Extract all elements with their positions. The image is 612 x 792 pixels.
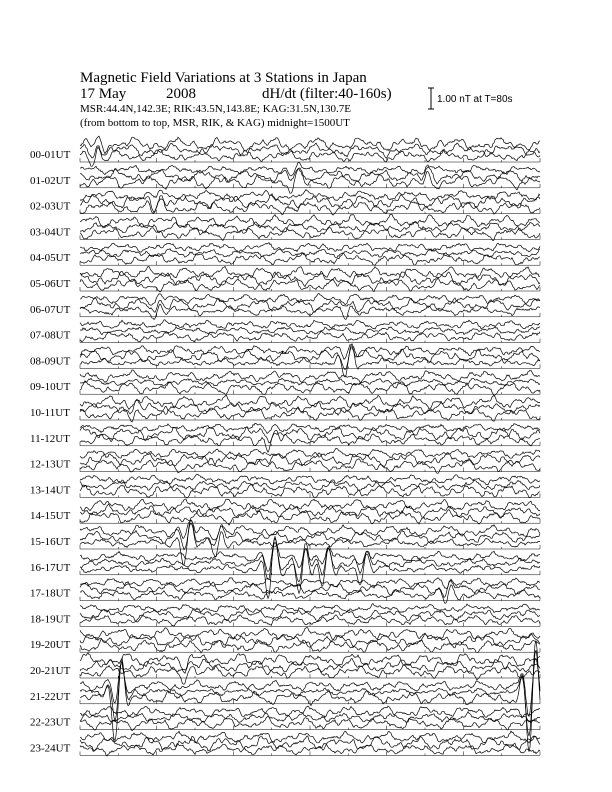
hour-label: 10-11UT [30,407,70,419]
hour-label: 01-02UT [30,174,71,187]
hour-label: 21-22UT [30,690,71,703]
trace-RIK [80,480,540,491]
time-axis [80,545,540,549]
time-axis [80,571,540,575]
trace-KAG [80,431,540,453]
hour-label: 04-05UT [30,252,71,265]
time-axis [80,261,540,265]
hour-row [30,499,540,525]
date-day: 17 May [80,86,127,102]
time-axis [80,158,540,162]
hour-label: 19-20UT [30,639,71,652]
hour-row [30,370,540,396]
hour-label: 08-09UT [30,355,71,368]
hour-label: 06-07UT [30,303,71,316]
trace-RIK [80,143,540,158]
trace-MSR [80,521,540,540]
trace-MSR [80,653,540,670]
trace-MSR [80,136,540,153]
station-order-note: (from bottom to top, MSR, RIK, & KAG) midnight=1500UT [80,117,350,129]
time-axis [80,364,540,368]
hour-row [30,653,540,684]
hour-row [30,395,540,422]
hour-label: 02-03UT [30,200,71,213]
hour-row [30,320,540,343]
hour-row [30,423,540,452]
trace-RIK [80,609,540,621]
trace-RIK [80,427,540,443]
scale-bar [428,88,434,109]
hour-row [30,578,540,604]
trace-MSR [80,604,540,613]
hour-row [30,190,540,216]
hour-row [30,162,540,193]
trace-MSR [80,243,540,253]
hour-row [30,731,540,756]
hour-label: 16-17UT [30,561,71,574]
trace-MSR [80,474,540,484]
trace-MSR [80,659,540,716]
hour-label: 12-13UT [30,458,71,471]
hour-label: 17-18UT [30,587,71,600]
quantity-label: dH/dt (filter:40-160s) [262,86,392,102]
hour-label: 07-08UT [30,329,71,342]
trace-MSR [80,423,540,433]
hour-label: 23-24UT [30,742,71,755]
trace-MSR [80,370,540,383]
time-axis [80,519,540,523]
date-line [80,86,392,103]
trace-MSR [80,448,540,458]
hour-row [30,627,540,653]
time-axis [80,493,540,497]
trace-RIK [80,327,540,335]
trace-MSR [80,266,540,277]
hour-label: 11-12UT [30,432,70,445]
trace-RIK [80,453,540,468]
time-axis [80,648,540,652]
hour-label: 22-23UT [30,716,71,729]
scale-bar-label: 1.00 nT at T=80s [437,94,513,105]
trace-KAG [80,147,540,166]
hour-row [30,706,540,731]
time-axis [80,210,540,214]
hour-row [30,214,540,240]
chart-title: Magnetic Field Variations at 3 Stations in Japan [80,70,367,86]
hour-row [30,293,540,319]
trace-RIK [80,378,540,386]
time-axis [80,674,540,678]
time-axis [80,468,540,472]
station-coordinates: MSR:44.4N,142.3E; RIK:43.5N,143.8E; KAG:31.5N,130.7E [80,103,352,115]
hour-label: 05-06UT [30,278,71,290]
hour-label: 14-15UT [30,510,71,523]
hour-row [30,604,540,627]
hour-row [30,136,540,166]
trace-MSR [80,344,540,360]
trace-MSR [80,320,540,329]
hour-label: 20-21UT [30,665,71,677]
trace-MSR [80,395,540,410]
trace-MSR [80,162,540,176]
trace-KAG [80,304,540,320]
trace-RIK [80,271,540,286]
hour-label: 03-04UT [30,226,71,239]
hour-label: 15-16UT [30,536,71,548]
time-axis [80,751,540,755]
hour-label: 09-10UT [30,381,71,394]
time-axis [80,416,540,420]
hour-row [30,520,540,565]
trace-MSR [80,706,540,718]
hour-row [30,344,540,377]
hour-row [30,266,540,292]
hour-label: 18-19UT [30,613,71,626]
trace-MSR [80,731,540,743]
hour-label: 13-14UT [30,484,71,497]
hour-row [30,448,540,473]
date-year: 2008 [166,86,196,102]
hour-row [30,474,540,498]
trace-RIK [80,399,540,414]
hour-label: 00-01UT [30,149,71,161]
hour-row [30,243,540,266]
trace-MSR [80,293,540,305]
